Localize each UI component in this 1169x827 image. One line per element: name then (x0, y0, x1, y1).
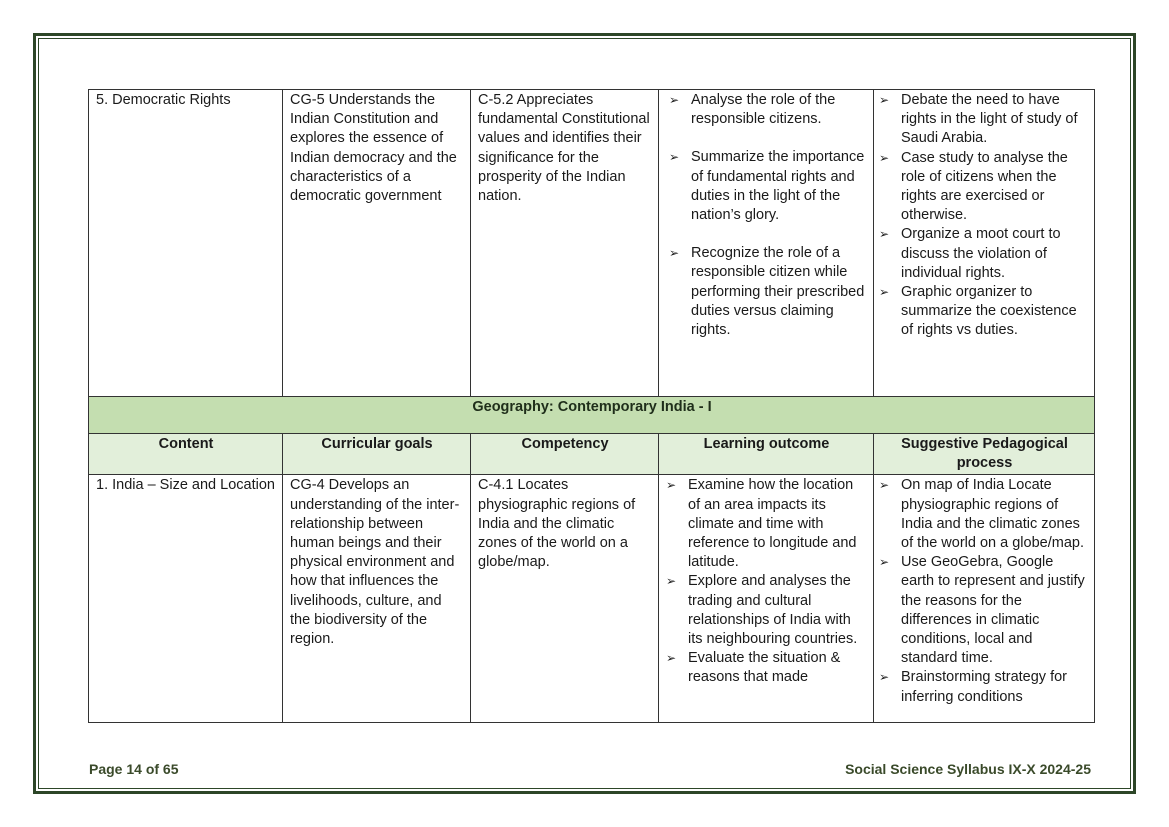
section-header-row (89, 397, 1095, 434)
list-item: ➢ Explore and analyses the trading and cultural relationships of India with its neighbouring countries. (666, 573, 858, 648)
list-item: ➢ Organize a moot court to discuss the violation of individual rights. (879, 226, 1061, 281)
column-header-pedagogical-process: Suggestive Pedagogical process (874, 434, 1095, 475)
arrow-bullet-icon: ➢ (666, 478, 677, 493)
section-title: Geography: Contemporary India - I (89, 397, 1095, 434)
curricular-goal-cell: CG-5 Understands the Indian Constitution and explores the essence of Indian democracy and the characteristics of a democratic government (283, 90, 471, 397)
list-item: ➢ Brainstorming strategy for inferring conditions (879, 669, 1068, 705)
list-item: ➢ Analyse the role of the responsible citizens. (669, 92, 836, 128)
syllabus-table (88, 89, 1095, 723)
competency-cell: C-4.1 Locates physiographic regions of India and the climatic zones of the world on a globe/map. (471, 475, 659, 723)
pedagogy-list (879, 91, 1088, 341)
arrow-bullet-icon: ➢ (669, 93, 680, 107)
list-item: ➢ Recognize the role of a responsible citizen while performing their prescribed duties versus claiming rights. (669, 245, 865, 339)
arrow-bullet-icon: ➢ (879, 555, 890, 570)
page-number: Page 14 of 65 (89, 761, 179, 777)
column-header-curricular-goals: Curricular goals (283, 434, 471, 475)
learning-outcome-list (669, 91, 867, 340)
arrow-bullet-icon: ➢ (669, 246, 680, 261)
document-title: Social Science Syllabus IX-X 2024-25 (845, 761, 1091, 777)
arrow-bullet-icon: ➢ (879, 150, 890, 165)
learning-outcome-cell (659, 475, 874, 723)
content-cell: 5. Democratic Rights (89, 90, 283, 397)
pedagogy-cell (874, 90, 1095, 397)
arrow-bullet-icon: ➢ (666, 574, 677, 589)
list-item: ➢ Debate the need to have rights in the light of study of Saudi Arabia. (879, 92, 1078, 147)
arrow-bullet-icon: ➢ (669, 150, 680, 165)
learning-outcome-list (666, 476, 867, 687)
content-cell: 1. India – Size and Location (89, 475, 283, 723)
list-item: ➢ Evaluate the situation & reasons that made (666, 650, 841, 686)
list-item: ➢ Graphic organizer to summarize the coexistence of rights vs duties. (879, 284, 1077, 339)
column-header-learning-outcome: Learning outcome (659, 434, 874, 475)
list-item: ➢ Summarize the importance of fundamental rights and duties in the light of the nation’s glory. (669, 149, 865, 224)
competency-cell: C-5.2 Appreciates fundamental Constitutional values and identifies their significance for the prosperity of the Indian nation. (471, 90, 659, 397)
pedagogy-cell (874, 475, 1095, 723)
arrow-bullet-icon: ➢ (879, 670, 890, 685)
column-header-competency: Competency (471, 434, 659, 475)
list-item: ➢ Use GeoGebra, Google earth to represent and justify the reasons for the differences in climatic conditions, local and standard time. (879, 554, 1085, 667)
curricular-goal-cell: CG-4 Develops an understanding of the inter-relationship between human beings and their physical environment and how that influences the livelihoods, culture, and the biodiversity of the region. (283, 475, 471, 723)
table-row-india-size-location (89, 475, 1095, 723)
arrow-bullet-icon: ➢ (879, 478, 890, 493)
list-item: ➢ On map of India Locate physiographic regions of India and the climatic zones of the world on a globe/map. (879, 477, 1084, 552)
column-header-content: Content (89, 434, 283, 475)
arrow-bullet-icon: ➢ (666, 651, 677, 666)
list-item: ➢ Examine how the location of an area impacts its climate and time with reference to longitude and latitude. (666, 477, 857, 571)
column-header-row (89, 434, 1095, 475)
arrow-bullet-icon: ➢ (879, 285, 890, 300)
arrow-bullet-icon: ➢ (879, 227, 890, 242)
learning-outcome-cell (659, 90, 874, 397)
pedagogy-list (879, 476, 1088, 706)
arrow-bullet-icon: ➢ (879, 93, 890, 107)
table-row-democratic-rights (89, 90, 1095, 397)
list-item: ➢ Case study to analyse the role of citizens when the rights are exercised or otherwise. (879, 149, 1068, 224)
